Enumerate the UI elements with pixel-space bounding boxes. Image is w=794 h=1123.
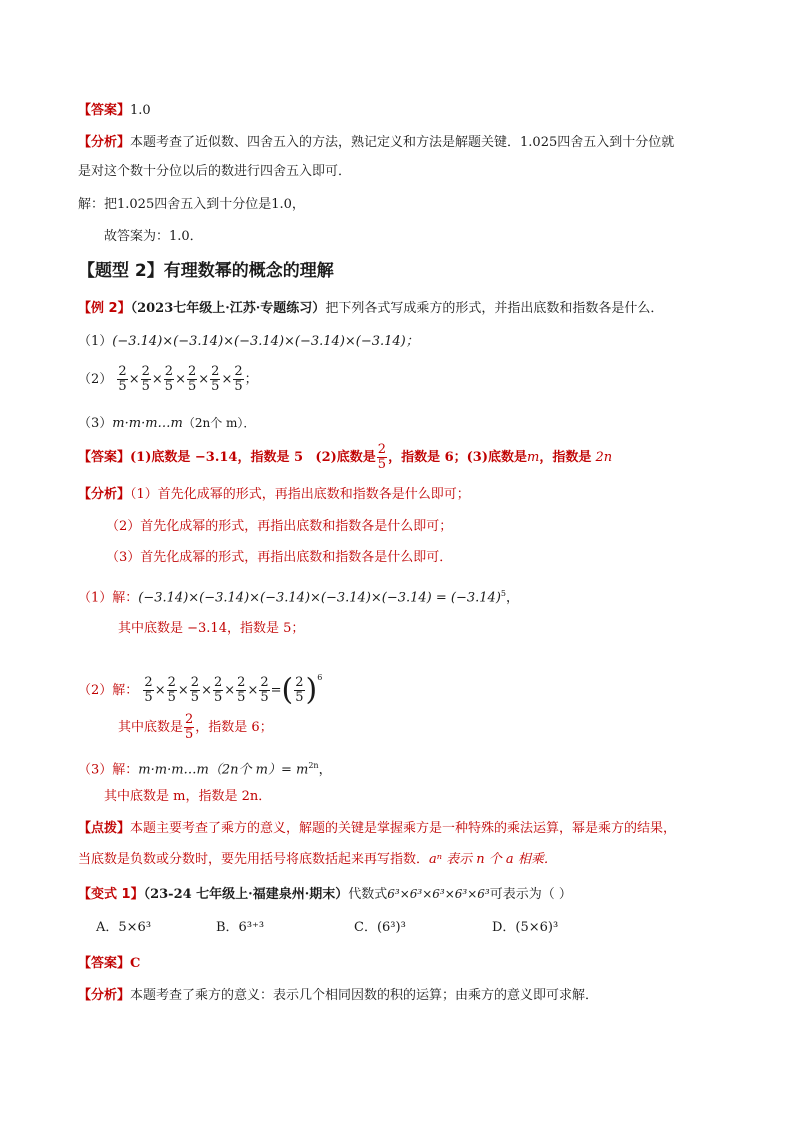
- analysis-label: 【分析】: [78, 135, 131, 150]
- fraction: $\frac{2}{5}$: [213, 675, 223, 705]
- section-heading: 【题型 2】有理数幂的概念的理解: [78, 261, 334, 281]
- solution-label: （1）解：: [78, 590, 139, 606]
- answer-part-2: (2)底数是: [315, 450, 376, 465]
- solution-1: （1）解：$(-3.14)\times(-3.14)\times(-3.14)\times(-3.14)\times(-3.14) = (-3.14)^5$，: [78, 589, 520, 606]
- problem-1-label: （1）: [78, 334, 113, 349]
- analysis-line-2: 是对这个数十分位以后的数进行四舍五入即可．: [78, 164, 352, 179]
- answer-label: 【答案】: [78, 103, 131, 118]
- answer-part-1: (1)底数是 −3.14，指数是 5: [130, 450, 304, 465]
- tip-text: 本题主要考查了乘方的意义，解题的关键是掌握乘方是一种特殊的乘法运算，幂是乘方的结果，: [130, 821, 677, 836]
- solution-expr: (−3.14)×(−3.14)×(−3.14)×(−3.14)×(−3.14) = (−3.14): [138, 590, 501, 606]
- fraction: $\frac{2}{5}$: [260, 675, 269, 705]
- answer-base-m: m: [526, 450, 540, 465]
- variant-expr: 6³×6³×6³×6³×6³: [387, 887, 490, 901]
- solution-2: （2）解： $\frac{2}{5}$ × $\frac{2}{5}$ × $\frac{2}{5}$ × $\frac{2}{5}$ × $\frac{2}{5}$ × $\frac{2}{5}$ =( $\frac{2}{5}$ )$^6$: [78, 672, 323, 708]
- solution-label: （2）解：: [78, 683, 139, 698]
- fraction: $\frac{2}{5}$: [118, 364, 127, 394]
- problem-3-label: （3）: [78, 416, 113, 431]
- tip-line-1: [78, 819, 676, 839]
- analysis-2-line-3: （3）首先化成幂的形式，再指出底数和指数各是什么即可．: [106, 550, 453, 565]
- analysis-2-line-2: （2）首先化成幂的形式，再指出底数和指数各是什么即可；: [106, 519, 453, 534]
- solution-expr: m·m·m…m（2n个 m）= m: [138, 762, 309, 778]
- fraction: $\frac{2}{5}$: [164, 364, 174, 394]
- answer-line-2: [78, 440, 612, 476]
- problem-1: [78, 332, 419, 352]
- answer-value: 1.0: [130, 103, 151, 118]
- answer-label: 【答案】: [78, 956, 131, 971]
- analysis-text: 本题考查了乘方的意义：表示几个相同因数的积的运算；由乘方的意义即可求解．: [130, 988, 599, 1003]
- fraction: $\frac{2}{5}$: [190, 675, 200, 705]
- fraction: $\frac{2}{5}$: [144, 675, 153, 705]
- fraction: $\frac{2}{5}$: [234, 364, 243, 394]
- tip-line-2: 当底数是负数或分数时，要先用括号将底数括起来再写指数．aⁿ 表示 n 个 a 相乘．: [78, 852, 557, 867]
- option-d[interactable]: D．(5×6)³: [492, 920, 559, 935]
- fraction: $\frac{2}{5}$: [237, 675, 246, 705]
- exponent: 2n: [308, 761, 319, 770]
- option-a[interactable]: A．5×6³: [96, 920, 152, 935]
- analysis-3-line: [78, 986, 598, 1006]
- fraction: $\frac{2}{5}$: [185, 712, 194, 742]
- problem-2-label: （2）: [78, 372, 113, 387]
- solution-3: （3）解：m·m·m…m（2n个 $m)= m^{2n}$，: [78, 761, 332, 778]
- problem-1-expr: (−3.14)×(−3.14)×(−3.14)×(−3.14)×(−3.14)；: [112, 334, 419, 349]
- variant-label: 【变式 1】: [78, 887, 144, 902]
- option-b[interactable]: B．6³⁺³: [216, 920, 265, 935]
- example-2-line: [78, 299, 663, 319]
- example-text: 把下列各式写成乘方的形式，并指出底数和指数各是什么．: [325, 301, 664, 316]
- variant-source: （23-24 七年级上·福建泉州·期末）: [143, 887, 349, 902]
- variant-1-line: [78, 884, 572, 905]
- solution-line-2: 故答案为：1.0．: [104, 229, 203, 244]
- exponent: 6: [317, 673, 323, 682]
- analysis-label: 【分析】: [78, 487, 131, 502]
- fraction: $\frac{2}{5}$: [141, 364, 150, 394]
- fraction: $\frac{2}{5}$: [167, 675, 176, 705]
- problem-3: [78, 413, 255, 434]
- solution-2-conclusion: 其中底数是 $\frac{2}{5}$ ，指数是 6；: [118, 712, 273, 742]
- fraction: $\frac{2}{5}$: [187, 364, 197, 394]
- analysis-text: （1）首先化成幂的形式，再指出底数和指数各是什么即可；: [130, 487, 470, 502]
- solution-label: （3）解：: [78, 762, 139, 778]
- problem-2: （2） $\frac{2}{5}$ × $\frac{2}{5}$ × $\frac{2}{5}$ × $\frac{2}{5}$ × $\frac{2}{5}$ × $\frac{2}{5}$ ；: [78, 364, 258, 394]
- exponent: 5: [500, 589, 506, 598]
- fraction: $\frac{2}{5}$: [377, 442, 387, 472]
- solution-1-conclusion: 其中底数是 −3.14，指数是 5；: [118, 621, 305, 636]
- problem-3-expr: m·m·m…m: [112, 416, 183, 431]
- example-source: （2023七年级上·江苏·专题练习）: [130, 301, 326, 316]
- solution-3-conclusion: 其中底数是 m，指数是 2n．: [104, 789, 272, 804]
- answer-part-4: ，指数是: [539, 450, 592, 465]
- answer-value: C: [130, 956, 141, 971]
- answer-line-1: [78, 101, 151, 121]
- answer-part-3: ，指数是 6；(3)底数是: [388, 450, 527, 465]
- solution-line-1: 解：把1.025四舍五入到十分位是1.0，: [78, 197, 305, 212]
- option-c[interactable]: C．(6³)³: [354, 920, 406, 935]
- analysis-line-1: [78, 133, 674, 153]
- variant-tail: 可表示为（ ）: [489, 887, 572, 902]
- tip-label: 【点拨】: [78, 821, 131, 836]
- example-label: 【例 2】: [78, 301, 131, 316]
- answer-line-3: [78, 954, 140, 974]
- answer-exponent: 2n: [595, 450, 613, 465]
- fraction: $\frac{2}{5}$: [295, 675, 304, 705]
- fraction: $\frac{2}{5}$: [211, 364, 220, 394]
- problem-3-note: （2n个 m）．: [182, 416, 256, 430]
- variant-text: 代数式: [348, 887, 388, 902]
- analysis-text: 本题考查了近似数、四舍五入的方法，熟记定义和方法是解题关键．1.025四舍五入到十分位就: [130, 135, 675, 150]
- answer-label: 【答案】: [78, 450, 131, 465]
- analysis-2-line-1: [78, 485, 470, 505]
- analysis-label: 【分析】: [78, 988, 131, 1003]
